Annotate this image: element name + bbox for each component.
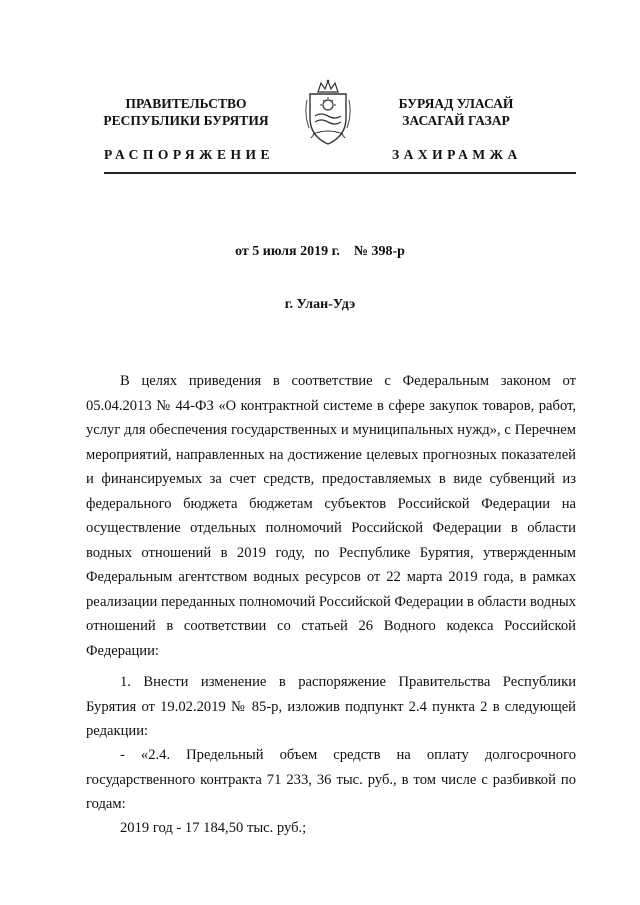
coat-of-arms-emblem-icon bbox=[301, 78, 355, 150]
body-paragraph-4: 2019 год - 17 184,50 тыс. руб.; bbox=[120, 820, 307, 836]
header-left-org bbox=[96, 95, 276, 129]
document-number: № 398-р bbox=[353, 244, 405, 259]
header-right-line2: ЗАСАГАЙ ГАЗАР bbox=[402, 113, 510, 128]
header-left-line2: РЕСПУБЛИКИ БУРЯТИЯ bbox=[103, 113, 269, 128]
header-right-org bbox=[366, 95, 546, 129]
header-divider bbox=[104, 172, 576, 174]
header-right-line1: БУРЯАД УЛАСАЙ bbox=[398, 96, 514, 111]
document-type-left: РАСПОРЯЖЕНИЕ bbox=[104, 147, 275, 162]
header-left-line1: ПРАВИТЕЛЬСТВО bbox=[125, 96, 247, 111]
body-paragraph-3: - «2.4. Предельный объем средств на оплату долгосрочного государственного контракта 71 233, 36 тыс. руб., в том числе с разбивкой по годам: bbox=[86, 747, 576, 812]
body-paragraph-2: 1. Внести изменение в распоряжение Правительства Республики Бурятия от 19.02.2019 № 85-р, изложив подпункт 2.4 пункта 2 в следующей редакции: bbox=[86, 674, 576, 739]
document-type-right: ЗАХИРАМЖА bbox=[392, 147, 522, 162]
document-date-line bbox=[0, 244, 640, 260]
document-city: г. Улан-Удэ bbox=[284, 297, 356, 312]
document-date: от 5 июля 2019 г. bbox=[235, 244, 340, 259]
body-paragraph-1: В целях приведения в соответствие с Федеральным законом от 05.04.2013 № 44-ФЗ «О контрактной системе в сфере закупок товаров, работ, услуг для обеспечения государственных и муниципальных нужд», с Перечнем мероприятий, направленных на достижение целевых прогнозных показателей и финансируемых за счет средств, предоставляемых в виде субвенций из федерального бюджета бюджетам субъектов Российской Федерации на осуществление отдельных полномочий Российской Федерации в области водных отношений в 2019 году, по Республике Бурятия, утвержденным Федеральным агентством водных ресурсов от 22 марта 2019 года, в рамках реализации переданных полномочий Российской Федерации в области водных отношений в соответствии со статьей 26 Водного кодекса Российской Федерации: bbox=[86, 373, 577, 659]
